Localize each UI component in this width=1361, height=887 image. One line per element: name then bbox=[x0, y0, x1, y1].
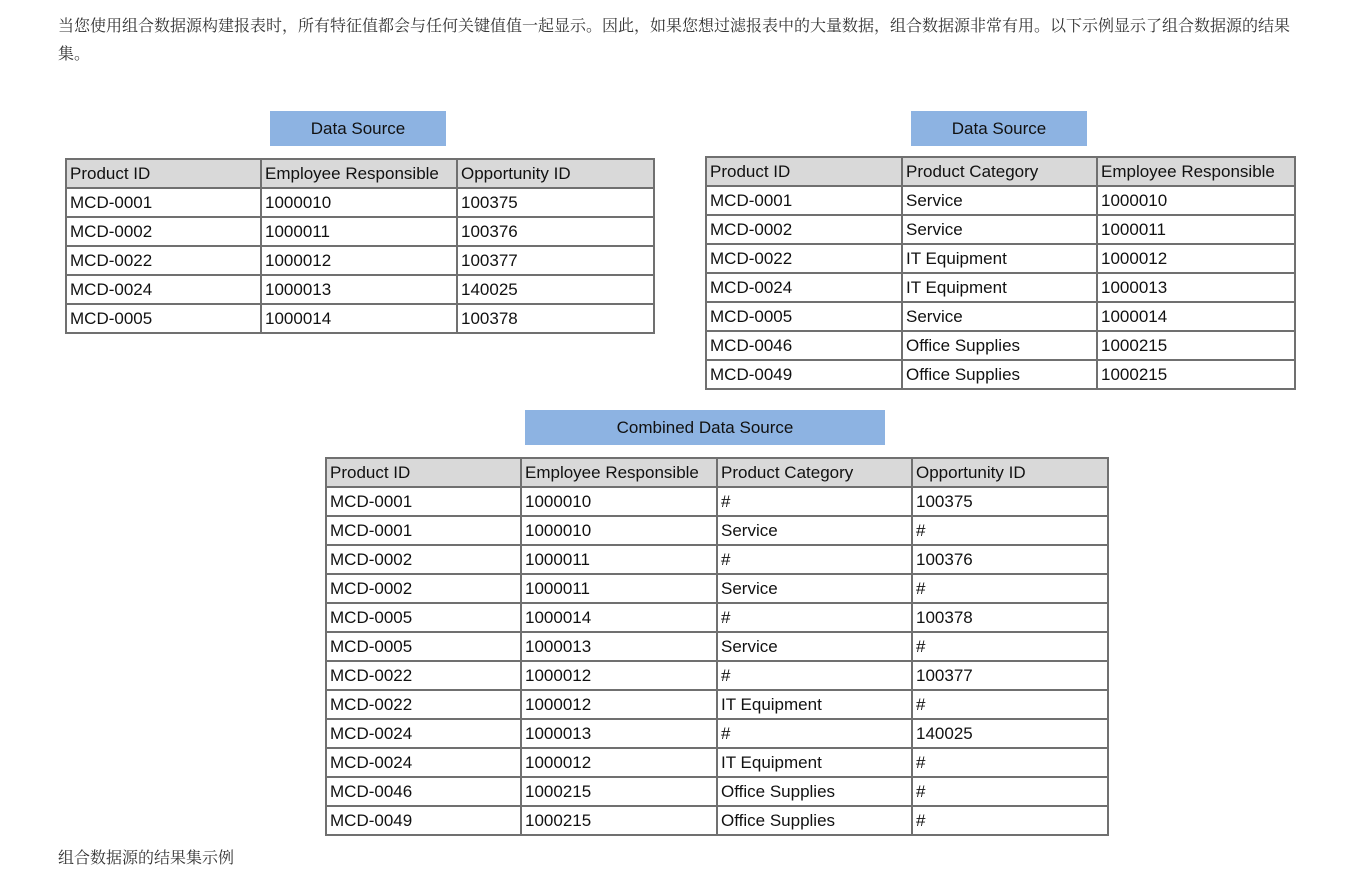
table-row bbox=[66, 304, 654, 333]
table-cell: 1000215 bbox=[521, 806, 717, 835]
table-cell: MCD-0024 bbox=[326, 719, 521, 748]
table-cell: IT Equipment bbox=[717, 748, 912, 777]
table-cell: # bbox=[717, 661, 912, 690]
table-cell: MCD-0005 bbox=[326, 603, 521, 632]
table-cell: 1000012 bbox=[521, 661, 717, 690]
table-row bbox=[326, 661, 1108, 690]
table-row bbox=[326, 690, 1108, 719]
table-row bbox=[326, 487, 1108, 516]
table-cell: MCD-0046 bbox=[706, 331, 902, 360]
table-cell: 100375 bbox=[912, 487, 1108, 516]
table-cell: 1000012 bbox=[521, 748, 717, 777]
table-cell: 1000215 bbox=[521, 777, 717, 806]
table-cell: 100377 bbox=[912, 661, 1108, 690]
column-header: Employee Responsible bbox=[261, 159, 457, 188]
combined-table bbox=[325, 457, 1109, 836]
table-cell: 1000010 bbox=[1097, 186, 1295, 215]
table-cell: 1000011 bbox=[521, 574, 717, 603]
table-cell: 1000013 bbox=[521, 632, 717, 661]
table-cell: MCD-0001 bbox=[706, 186, 902, 215]
table-cell: IT Equipment bbox=[902, 244, 1097, 273]
column-header: Product ID bbox=[326, 458, 521, 487]
table-cell: MCD-0002 bbox=[706, 215, 902, 244]
intro-paragraph: 当您使用组合数据源构建报表时，所有特征值都会与任何关键值值一起显示。因此，如果您想过滤报表中的大量数据，组合数据源非常有用。以下示例显示了组合数据源的结果集。 bbox=[58, 16, 1291, 63]
table-row bbox=[66, 275, 654, 304]
column-header: Product Category bbox=[902, 157, 1097, 186]
table-cell: MCD-0022 bbox=[326, 661, 521, 690]
table-cell: 1000010 bbox=[521, 516, 717, 545]
table-row bbox=[326, 603, 1108, 632]
combined-title: Combined Data Source bbox=[525, 410, 885, 445]
table-cell: MCD-0001 bbox=[326, 487, 521, 516]
table-cell: MCD-0022 bbox=[66, 246, 261, 275]
column-header: Employee Responsible bbox=[1097, 157, 1295, 186]
table-cell: # bbox=[912, 632, 1108, 661]
table-cell: IT Equipment bbox=[902, 273, 1097, 302]
table-row bbox=[66, 188, 654, 217]
table-cell: 140025 bbox=[457, 275, 654, 304]
table-cell: MCD-0022 bbox=[706, 244, 902, 273]
table-cell: MCD-0001 bbox=[326, 516, 521, 545]
table-row bbox=[326, 545, 1108, 574]
column-header: Opportunity ID bbox=[912, 458, 1108, 487]
table-row bbox=[66, 246, 654, 275]
table-cell: # bbox=[717, 545, 912, 574]
table-cell: # bbox=[717, 487, 912, 516]
column-header: Product ID bbox=[706, 157, 902, 186]
table-cell: 1000013 bbox=[1097, 273, 1295, 302]
source2-table bbox=[705, 156, 1296, 390]
table-cell: MCD-0024 bbox=[66, 275, 261, 304]
table-cell: 100378 bbox=[457, 304, 654, 333]
table-cell: # bbox=[912, 690, 1108, 719]
table-cell: MCD-0022 bbox=[326, 690, 521, 719]
table-cell: MCD-0001 bbox=[66, 188, 261, 217]
table-cell: 1000215 bbox=[1097, 360, 1295, 389]
table-cell: MCD-0002 bbox=[326, 574, 521, 603]
table-cell: MCD-0002 bbox=[66, 217, 261, 246]
table-cell: 1000014 bbox=[1097, 302, 1295, 331]
table-cell: 1000012 bbox=[521, 690, 717, 719]
table-cell: 1000013 bbox=[261, 275, 457, 304]
table-cell: 1000013 bbox=[521, 719, 717, 748]
table-cell: 100376 bbox=[912, 545, 1108, 574]
table-cell: 1000014 bbox=[261, 304, 457, 333]
table-cell: Office Supplies bbox=[902, 331, 1097, 360]
table-cell: 100376 bbox=[457, 217, 654, 246]
table-cell: Service bbox=[717, 632, 912, 661]
table-cell: Service bbox=[902, 302, 1097, 331]
table-row bbox=[706, 215, 1295, 244]
table-cell: 1000010 bbox=[261, 188, 457, 217]
table-cell: Service bbox=[717, 516, 912, 545]
column-header: Product ID bbox=[66, 159, 261, 188]
table-cell: MCD-0049 bbox=[326, 806, 521, 835]
table-cell: # bbox=[912, 806, 1108, 835]
table-cell: 1000011 bbox=[261, 217, 457, 246]
table-cell: MCD-0049 bbox=[706, 360, 902, 389]
table-cell: # bbox=[717, 603, 912, 632]
table-row bbox=[326, 777, 1108, 806]
table-cell: 100378 bbox=[912, 603, 1108, 632]
table-header-row bbox=[706, 157, 1295, 186]
table-cell: MCD-0005 bbox=[326, 632, 521, 661]
table-row bbox=[706, 331, 1295, 360]
table-row bbox=[326, 516, 1108, 545]
table-row bbox=[66, 217, 654, 246]
table-cell: Office Supplies bbox=[902, 360, 1097, 389]
table-cell: MCD-0024 bbox=[706, 273, 902, 302]
table-cell: 1000011 bbox=[521, 545, 717, 574]
table-cell: Office Supplies bbox=[717, 806, 912, 835]
column-header: Opportunity ID bbox=[457, 159, 654, 188]
table-cell: # bbox=[912, 777, 1108, 806]
table-row bbox=[326, 806, 1108, 835]
table-cell: 1000010 bbox=[521, 487, 717, 516]
table-cell: Office Supplies bbox=[717, 777, 912, 806]
table-cell: MCD-0002 bbox=[326, 545, 521, 574]
table-row bbox=[706, 244, 1295, 273]
source1-title: Data Source bbox=[270, 111, 446, 146]
table-cell: 140025 bbox=[912, 719, 1108, 748]
source1-table bbox=[65, 158, 655, 334]
table-header-row bbox=[66, 159, 654, 188]
table-cell: # bbox=[912, 574, 1108, 603]
table-row bbox=[326, 748, 1108, 777]
table-row bbox=[706, 302, 1295, 331]
table-row bbox=[706, 273, 1295, 302]
table-cell: 1000012 bbox=[261, 246, 457, 275]
table-row bbox=[706, 360, 1295, 389]
table-row bbox=[326, 719, 1108, 748]
table-cell: Service bbox=[717, 574, 912, 603]
table-cell: IT Equipment bbox=[717, 690, 912, 719]
table-cell: # bbox=[912, 516, 1108, 545]
table-cell: # bbox=[717, 719, 912, 748]
table-cell: # bbox=[912, 748, 1108, 777]
table-cell: 1000012 bbox=[1097, 244, 1295, 273]
table-cell: Service bbox=[902, 215, 1097, 244]
figure-caption: 组合数据源的结果集示例 bbox=[58, 848, 235, 867]
table-cell: MCD-0005 bbox=[706, 302, 902, 331]
column-header: Product Category bbox=[717, 458, 912, 487]
table-cell: MCD-0005 bbox=[66, 304, 261, 333]
table-cell: Service bbox=[902, 186, 1097, 215]
table-cell: 1000011 bbox=[1097, 215, 1295, 244]
table-cell: 100375 bbox=[457, 188, 654, 217]
source2-title: Data Source bbox=[911, 111, 1087, 146]
table-cell: MCD-0024 bbox=[326, 748, 521, 777]
table-row bbox=[326, 632, 1108, 661]
table-header-row bbox=[326, 458, 1108, 487]
table-cell: 1000215 bbox=[1097, 331, 1295, 360]
column-header: Employee Responsible bbox=[521, 458, 717, 487]
table-row bbox=[706, 186, 1295, 215]
table-cell: 1000014 bbox=[521, 603, 717, 632]
table-cell: MCD-0046 bbox=[326, 777, 521, 806]
table-row bbox=[326, 574, 1108, 603]
table-cell: 100377 bbox=[457, 246, 654, 275]
